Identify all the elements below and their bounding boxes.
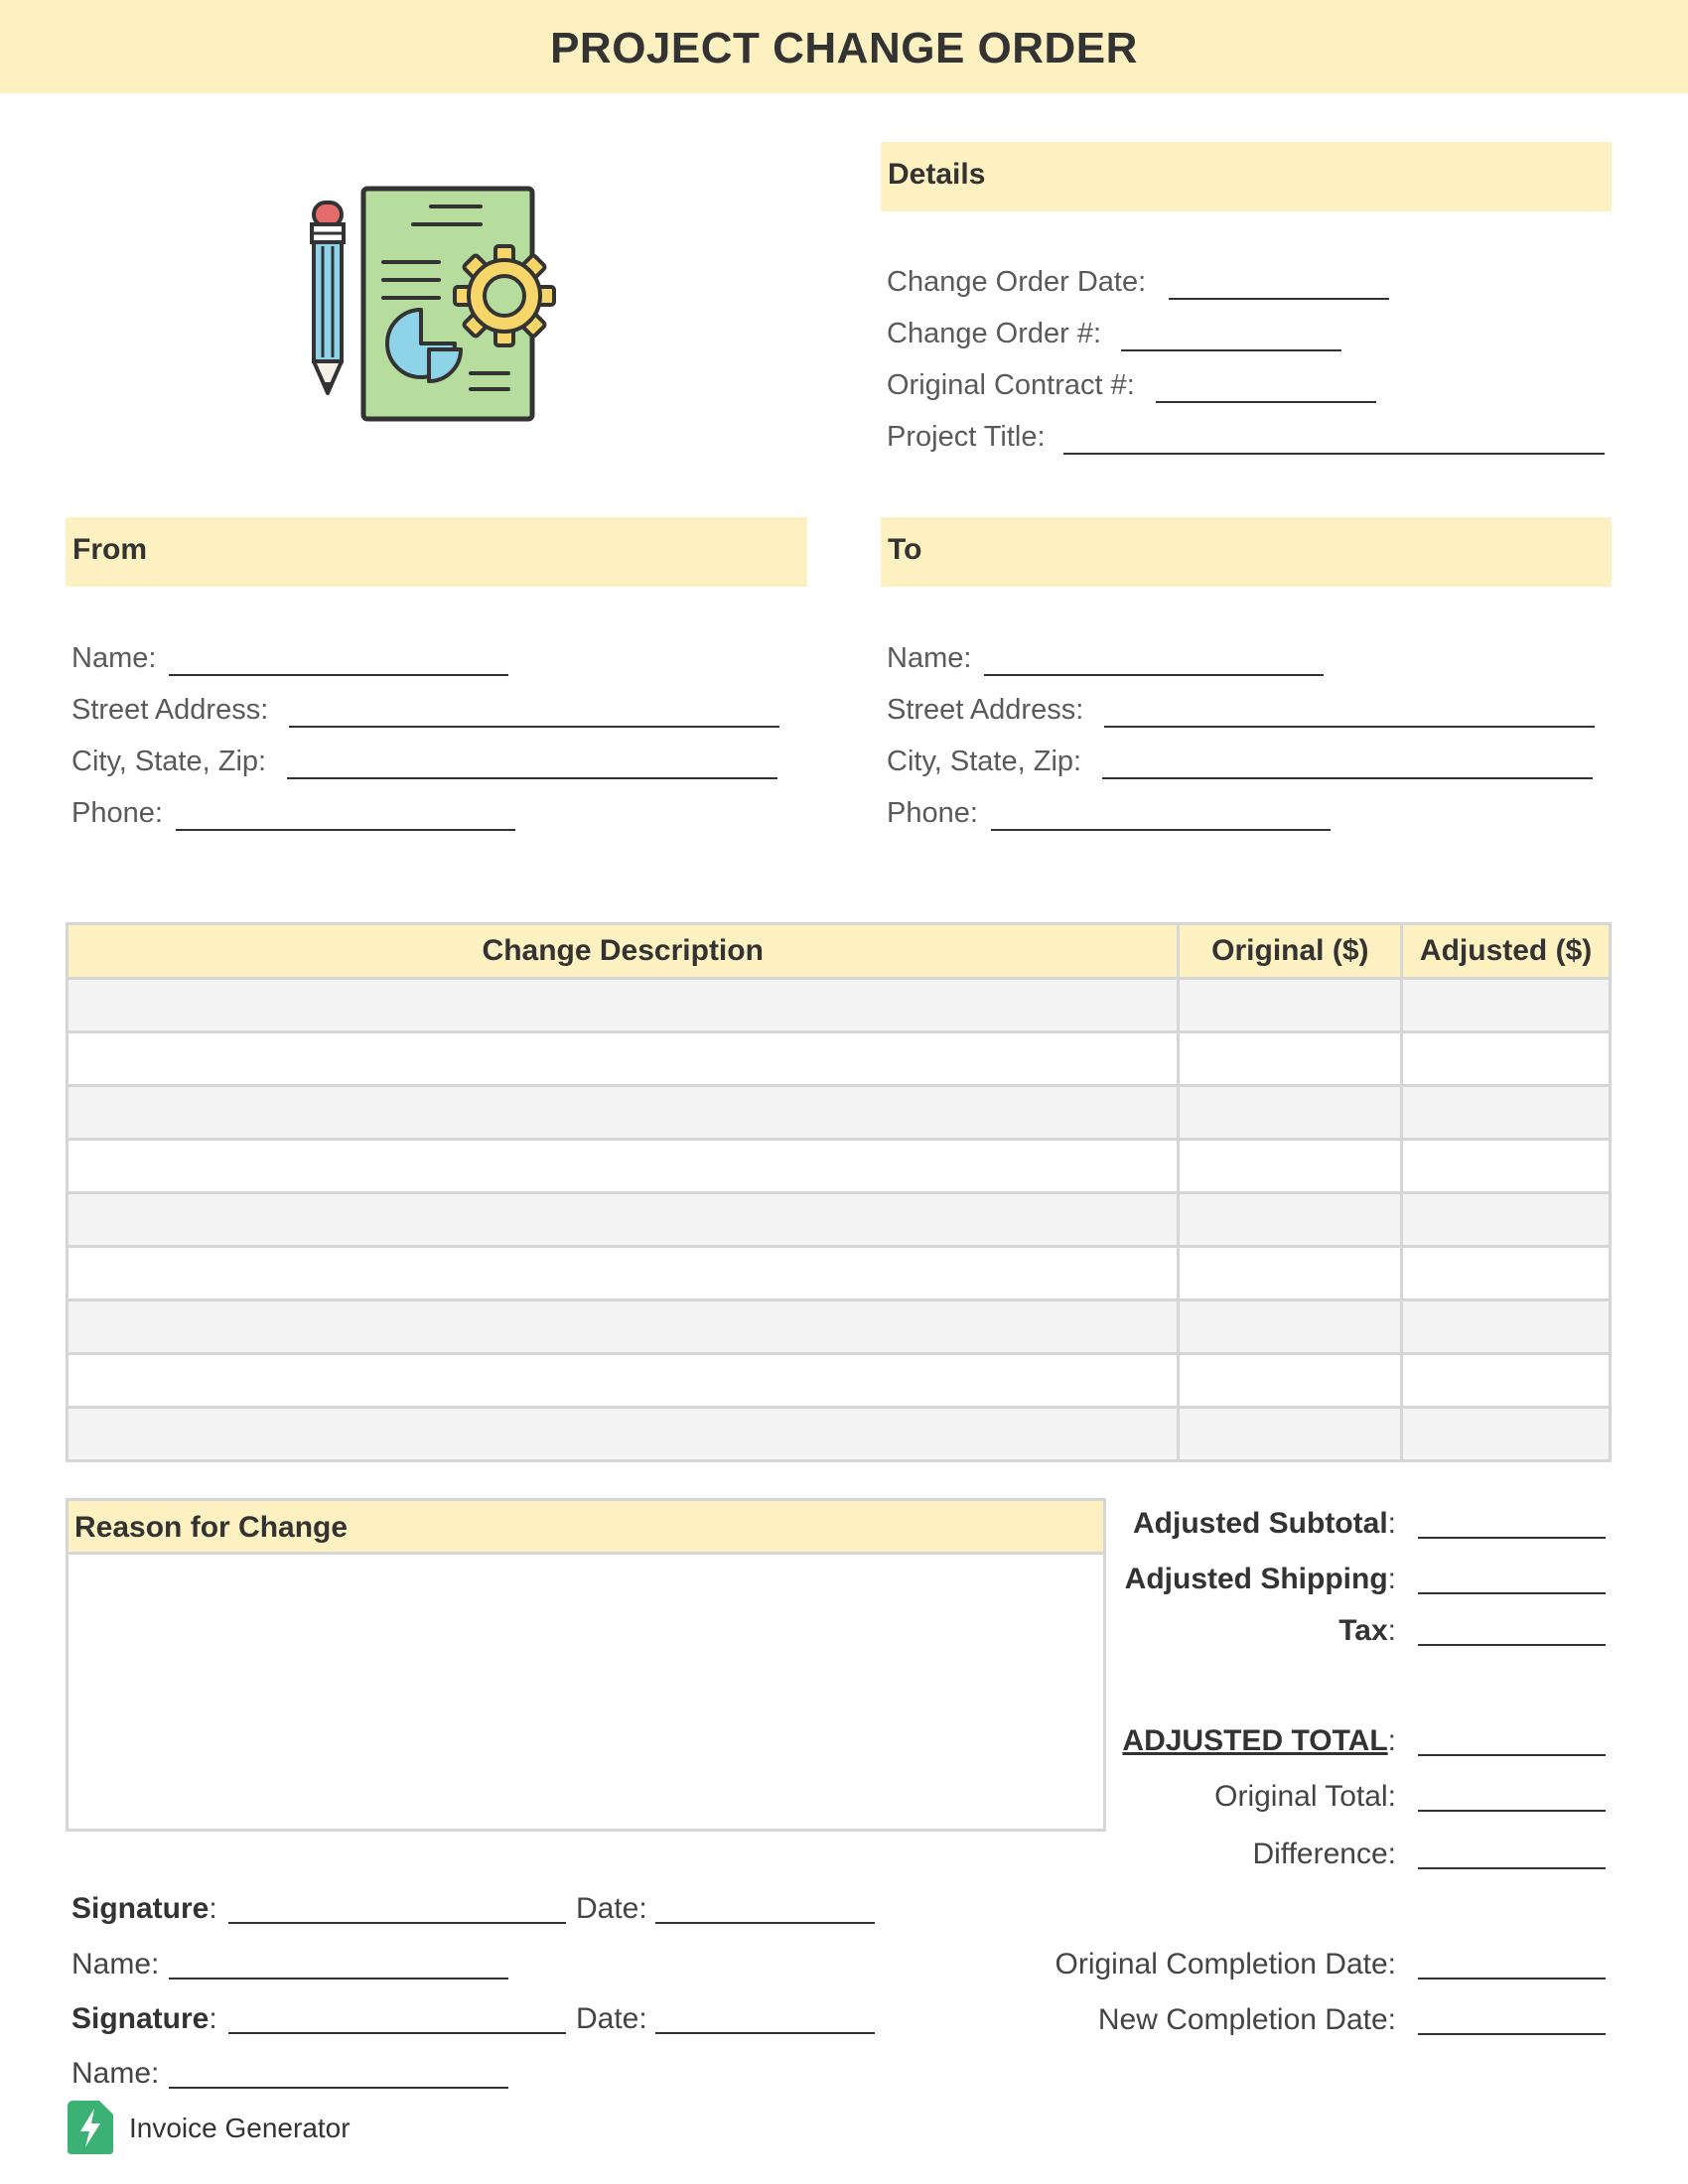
signature-2-label-row (71, 2002, 217, 2036)
details-header (881, 142, 1612, 211)
col-adjusted: Adjusted ($) (1402, 924, 1611, 979)
to-phone-label: Phone: (887, 797, 978, 829)
table-header-row (68, 924, 1611, 979)
original-cell[interactable] (1179, 1086, 1402, 1140)
from-phone-line[interactable] (176, 797, 515, 831)
change-order-number-line[interactable] (1121, 318, 1341, 351)
signature-1-label: Signature (71, 1892, 210, 1925)
from-city-field[interactable] (71, 746, 781, 785)
adjusted-shipping-colon: : (1387, 1563, 1396, 1595)
original-total-line[interactable] (1418, 1778, 1606, 1812)
to-city-field[interactable] (887, 746, 1597, 785)
table-row (68, 1408, 1611, 1461)
description-cell[interactable] (68, 1408, 1179, 1461)
to-name-field[interactable] (887, 642, 1334, 682)
original-cell[interactable] (1179, 1193, 1402, 1247)
adjusted-subtotal-colon: : (1387, 1507, 1396, 1540)
change-order-date-field[interactable] (887, 266, 1393, 306)
from-name-line[interactable] (169, 642, 508, 676)
col-change-description: Change Description (68, 924, 1179, 979)
from-street-field[interactable] (71, 694, 781, 734)
original-cell[interactable] (1179, 1354, 1402, 1408)
to-street-line[interactable] (1104, 694, 1595, 728)
to-city-line[interactable] (1102, 746, 1593, 779)
from-phone-label: Phone: (71, 797, 163, 829)
from-street-label: Street Address: (71, 694, 269, 726)
table-row (68, 1140, 1611, 1193)
from-heading: From (72, 533, 147, 566)
table-row (68, 1032, 1611, 1086)
col-original: Original ($) (1179, 924, 1402, 979)
original-cell[interactable] (1179, 1300, 1402, 1354)
description-cell[interactable] (68, 1354, 1179, 1408)
adjusted-cell[interactable] (1402, 1140, 1611, 1193)
original-cell[interactable] (1179, 979, 1402, 1032)
original-cell[interactable] (1179, 1247, 1402, 1300)
description-cell[interactable] (68, 1086, 1179, 1140)
change-order-date-label: Change Order Date: (887, 266, 1147, 298)
table-row (68, 1354, 1611, 1408)
adjusted-cell[interactable] (1402, 1354, 1611, 1408)
original-contract-number-line[interactable] (1156, 369, 1376, 403)
difference-label: Difference: (1252, 1838, 1396, 1870)
from-name-label: Name: (71, 642, 157, 674)
reason-heading: Reason for Change (69, 1501, 1103, 1555)
to-phone-line[interactable] (991, 797, 1331, 831)
tax-label: Tax (1338, 1614, 1388, 1647)
from-header (66, 517, 807, 587)
signature-1-colon: : (209, 1892, 217, 1925)
reason-box[interactable] (66, 1498, 1106, 1832)
tax-line[interactable] (1418, 1612, 1606, 1646)
from-city-line[interactable] (287, 746, 777, 779)
date-1-line[interactable] (655, 1890, 875, 1924)
tax-colon: : (1387, 1614, 1396, 1647)
new-completion-date-label: New Completion Date: (1097, 2003, 1396, 2036)
project-title-field[interactable] (887, 421, 1612, 461)
original-contract-number-label: Original Contract #: (887, 369, 1135, 401)
description-cell[interactable] (68, 1300, 1179, 1354)
new-completion-date-line[interactable] (1418, 2001, 1606, 2035)
description-cell[interactable] (68, 1193, 1179, 1247)
date-1-label: Date: (576, 1892, 647, 1925)
adjusted-shipping-line[interactable] (1418, 1561, 1606, 1594)
from-phone-field[interactable] (71, 797, 528, 837)
from-city-label: City, State, Zip: (71, 746, 267, 777)
original-total-label: Original Total: (1214, 1780, 1396, 1813)
signature-2-line[interactable] (228, 2000, 566, 2034)
name-2-label: Name: (71, 2057, 160, 2090)
adjusted-cell[interactable] (1402, 1193, 1611, 1247)
date-2-line[interactable] (655, 2000, 875, 2034)
original-contract-number-field[interactable] (887, 369, 1383, 409)
adjusted-total-line[interactable] (1418, 1722, 1606, 1756)
from-street-line[interactable] (289, 694, 779, 728)
project-title-label: Project Title: (887, 421, 1046, 453)
adjusted-subtotal-line[interactable] (1418, 1505, 1606, 1539)
original-cell[interactable] (1179, 1408, 1402, 1461)
from-name-field[interactable] (71, 642, 518, 682)
adjusted-total-label: ADJUSTED TOTAL (1122, 1724, 1388, 1757)
signature-2-label: Signature (71, 2002, 210, 2035)
to-name-label: Name: (887, 642, 972, 674)
table-row (68, 1300, 1611, 1354)
adjusted-cell[interactable] (1402, 1086, 1611, 1140)
to-city-label: City, State, Zip: (887, 746, 1082, 777)
name-2-line[interactable] (169, 2055, 508, 2089)
original-cell[interactable] (1179, 1140, 1402, 1193)
adjusted-cell[interactable] (1402, 1247, 1611, 1300)
to-heading: To (888, 533, 922, 566)
to-street-field[interactable] (887, 694, 1597, 734)
change-table (66, 922, 1612, 1462)
adjusted-total-label-row (1122, 1724, 1396, 1758)
name-1-label: Name: (71, 1948, 160, 1980)
document-gear-chart-icon (304, 185, 562, 423)
original-cell[interactable] (1179, 1032, 1402, 1086)
to-phone-field[interactable] (887, 797, 1343, 837)
signature-1-line[interactable] (228, 1890, 566, 1924)
details-heading: Details (888, 158, 986, 191)
description-cell[interactable] (68, 1032, 1179, 1086)
difference-line[interactable] (1418, 1836, 1606, 1869)
to-name-line[interactable] (984, 642, 1324, 676)
description-cell[interactable] (68, 979, 1179, 1032)
change-order-number-field[interactable] (887, 318, 1343, 357)
date-2-label: Date: (576, 2002, 647, 2035)
adjusted-total-colon: : (1387, 1724, 1396, 1757)
brand-name: Invoice Generator (129, 2113, 351, 2143)
pencil-icon (312, 203, 344, 393)
adjusted-shipping-label: Adjusted Shipping (1124, 1563, 1388, 1595)
to-header (881, 517, 1612, 587)
signature-2-colon: : (209, 2002, 217, 2035)
signature-1-label-row (71, 1892, 217, 1926)
project-title-line[interactable] (1063, 421, 1605, 455)
table-row (68, 1086, 1611, 1140)
original-completion-date-line[interactable] (1418, 1946, 1606, 1979)
adjusted-cell[interactable] (1402, 1300, 1611, 1354)
original-completion-date-label: Original Completion Date: (1055, 1948, 1396, 1980)
description-cell[interactable] (68, 1140, 1179, 1193)
lightning-bolt-icon (68, 2101, 113, 2154)
to-street-label: Street Address: (887, 694, 1084, 726)
adjusted-cell[interactable] (1402, 979, 1611, 1032)
change-order-date-line[interactable] (1169, 266, 1389, 300)
tax-label-row (1338, 1614, 1396, 1648)
page-title: PROJECT CHANGE ORDER (550, 24, 1138, 72)
description-cell[interactable] (68, 1247, 1179, 1300)
table-row (68, 1247, 1611, 1300)
adjusted-shipping-label-row (1125, 1563, 1396, 1596)
title-banner (0, 0, 1688, 93)
name-1-line[interactable] (169, 1946, 508, 1979)
table-row (68, 979, 1611, 1032)
table-row (68, 1193, 1611, 1247)
adjusted-subtotal-label-row (1133, 1507, 1396, 1541)
adjusted-cell[interactable] (1402, 1408, 1611, 1461)
change-order-number-label: Change Order #: (887, 318, 1102, 349)
adjusted-cell[interactable] (1402, 1032, 1611, 1086)
adjusted-subtotal-label: Adjusted Subtotal (1133, 1507, 1388, 1540)
